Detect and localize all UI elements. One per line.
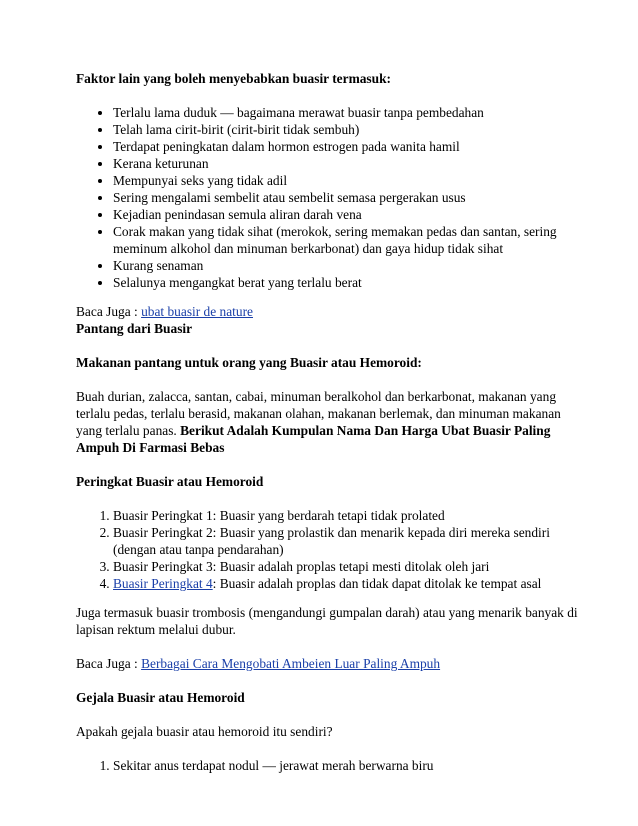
list-item: 3. Buasir Peringkat 3: Buasir adalah proplas tetapi mesti ditolak oleh jari: [113, 558, 588, 575]
baca-juga-2: [76, 655, 588, 672]
faktor-list: [76, 104, 588, 291]
list-item: • Terlalu lama duduk — bagaimana merawat buasir tanpa pembedahan: [113, 104, 588, 121]
baca-juga-1: [76, 303, 588, 320]
baca-juga-prefix: Baca Juga :: [76, 656, 142, 671]
list-item: • Kerana keturunan: [113, 155, 588, 172]
list-item: • Mempunyai seks yang tidak adil: [113, 172, 588, 189]
list-item: 2. Buasir Peringkat 2: Buasir yang prolastik dan menarik kepada diri mereka sendiri (dengan atau tanpa pendarahan): [113, 524, 588, 558]
baca-juga-prefix: Baca Juga :: [76, 304, 142, 319]
peringkat-list: [76, 507, 588, 592]
heading-peringkat: Peringkat Buasir atau Hemoroid: [76, 474, 264, 489]
list-item: 1. Buasir Peringkat 1: Buasir yang berdarah tetapi tidak prolated: [113, 507, 588, 524]
link-ambeien-luar[interactable]: Berbagai Cara Mengobati Ambeien Luar Paling Ampuh: [141, 656, 441, 671]
heading-faktor: Faktor lain yang boleh menyebabkan buasir termasuk:: [76, 71, 391, 86]
list-item: • Kurang senaman: [113, 257, 588, 274]
gejala-question: Apakah gejala buasir atau hemoroid itu sendiri?: [76, 724, 333, 739]
list-item: • Selalunya mengangkat berat yang terlalu berat: [113, 274, 588, 291]
list-item: • Terdapat peningkatan dalam hormon estrogen pada wanita hamil: [113, 138, 588, 155]
gejala-list: [76, 757, 588, 774]
peringkat-4-text: : Buasir adalah proplas dan tidak dapat ditolak ke tempat asal: [212, 576, 542, 591]
list-item: • Telah lama cirit-birit (cirit-birit tidak sembuh): [113, 121, 588, 138]
heading-gejala: Gejala Buasir atau Hemoroid: [76, 690, 245, 705]
makanan-bold-text: Berikut Adalah Kumpulan Nama Dan Harga Ubat Buasir Paling Ampuh Di Farmasi Bebas: [76, 423, 551, 455]
list-item: [113, 575, 588, 592]
list-item: 1. Sekitar anus terdapat nodul — jerawat merah berwarna biru: [113, 757, 588, 774]
link-peringkat-4[interactable]: Buasir Peringkat 4: [113, 576, 213, 591]
heading-makanan: Makanan pantang untuk orang yang Buasir atau Hemoroid:: [76, 355, 422, 370]
list-item: • Sering mengalami sembelit atau sembelit semasa pergerakan usus: [113, 189, 588, 206]
list-item: • Corak makan yang tidak sihat (merokok, sering memakan pedas dan santan, sering meminum alkohol dan minuman berkarbonat) dan gaya hidup tidak sihat: [113, 223, 588, 257]
heading-pantang: Pantang dari Buasir: [76, 321, 193, 336]
makanan-paragraph: [76, 388, 588, 456]
makanan-text: Buah durian, zalacca, santan, cabai, minuman beralkohol dan berkarbonat, makanan yang terlalu pedas, terlalu berasid, makanan olahan, makanan berlemak, dan minuman makanan yang terlalu panas.: [76, 389, 561, 438]
link-ubat-buasir[interactable]: ubat buasir de nature: [141, 304, 253, 319]
trombosis-paragraph: Juga termasuk buasir trombosis (mengandungi gumpalan darah) atau yang menarik banyak di lapisan rektum melalui dubur.: [76, 605, 578, 637]
list-item: • Kejadian penindasan semula aliran darah vena: [113, 206, 588, 223]
